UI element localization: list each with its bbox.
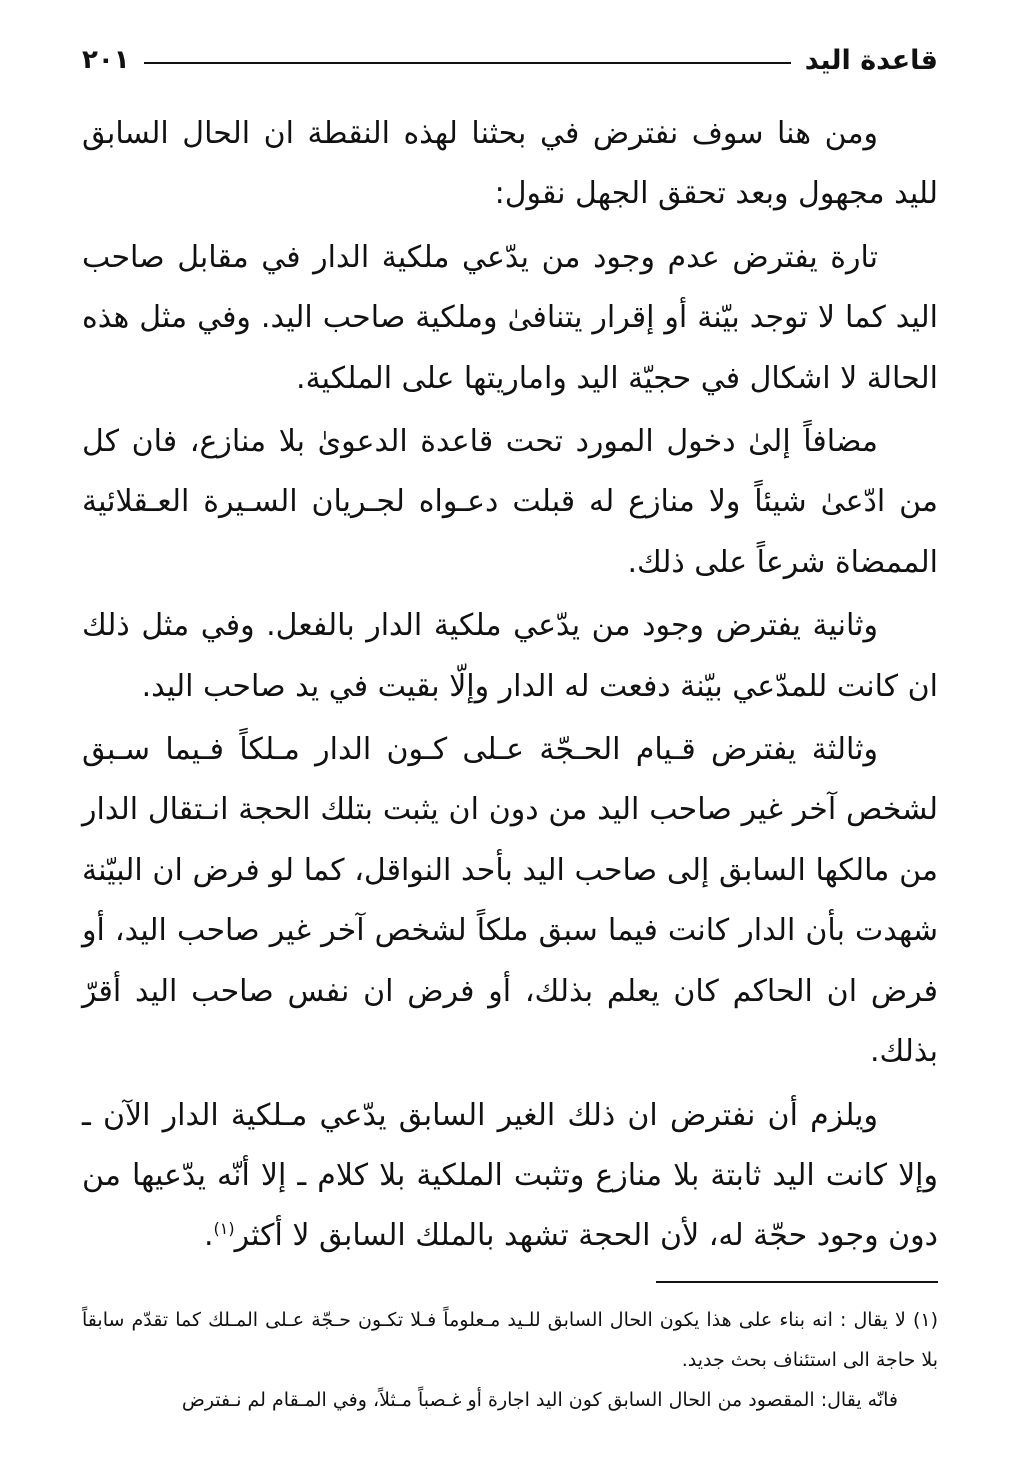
- footnote-reference: (١): [213, 1219, 235, 1239]
- paragraph-last-text: ويلزم أن نفترض ان ذلك الغير السابق يدّعي مـلكية الدار الآن ـ وإلا كانت اليد ثابتة بلا منازع وتثبت الملكية بلا كلام ـ إلا أنّه يدّعيها من دون وجود حجّة له، لأن الحجة تشهد بالملك السابق لا أكثر: [82, 1097, 938, 1254]
- footnote-1-continuation: فانّه يقال: المقصود من الحال السابق كون اليد اجارة أو غـصباً مـثلاً، وفي المـقام لم نـفترض: [181, 1389, 898, 1411]
- paragraph: وثالثة يفترض قـيام الحـجّة عـلى كـون الدار مـلكاً فـيما سـبق لشخص آخر غير صاحب اليد من دون ان يثبت بتلك الحجة انـتقال الدار من مالكها السابق إلى صاحب اليد بأحد النواقل، كما لو فرض ان البيّنة شهدت بأن الدار كانت فيما سبق ملكاً لشخص آخر غير صاحب اليد، أو فرض ان الحاكم كان يعلم بذلك، أو فرض ان نفس صاحب اليد أقرّ بذلك.: [82, 732, 938, 1070]
- paragraph: ومن هنا سوف نفترض في بحثنا لهذه النقطة ان الحال السابق لليد مجهول وبعد تحقق الجهل نقول:: [82, 116, 938, 212]
- paragraph-last-end: .: [203, 1218, 214, 1254]
- page-number: ٢٠١: [82, 45, 130, 75]
- header-rule: [144, 62, 791, 64]
- running-title: قاعدة اليد: [804, 44, 938, 76]
- footnote-1: (١) لا يقال : انه بناء على هذا يكون الحال السابق للـيد مـعلوماً فـلا تكـون حـجّة عـلى المـلك كما تقدّم سابقاً بلا حاجة الى استئناف بحث جديد.: [82, 1309, 938, 1371]
- paragraph: وثانية يفترض وجود من يدّعي ملكية الدار بالفعل. وفي مثل ذلك ان كانت للمدّعي بيّنة دفعت له الدار وإلّا بقيت في يد صاحب اليد.: [82, 608, 938, 704]
- main-text: [82, 104, 938, 1270]
- paragraph-last: [82, 1086, 938, 1267]
- paragraph: مضافاً إلىٰ دخول المورد تحت قاعدة الدعوىٰ بلا منازع، فان كل من ادّعىٰ شيئاً ولا منازع له قبلت دعـواه لجـريان السـيرة العـقلائية الممضاة شرعاً على ذلك.: [82, 424, 938, 580]
- footnotes: [82, 1300, 938, 1420]
- footnote-separator: [656, 1281, 938, 1283]
- page-header: [82, 40, 938, 80]
- paragraph: تارة يفترض عدم وجود من يدّعي ملكية الدار في مقابل صاحب اليد كما لا توجد بيّنة أو إقرار يتنافىٰ وملكية صاحب اليد. وفي مثل هذه الحالة لا اشكال في حجيّة اليد واماريتها على الملكية.: [82, 239, 938, 396]
